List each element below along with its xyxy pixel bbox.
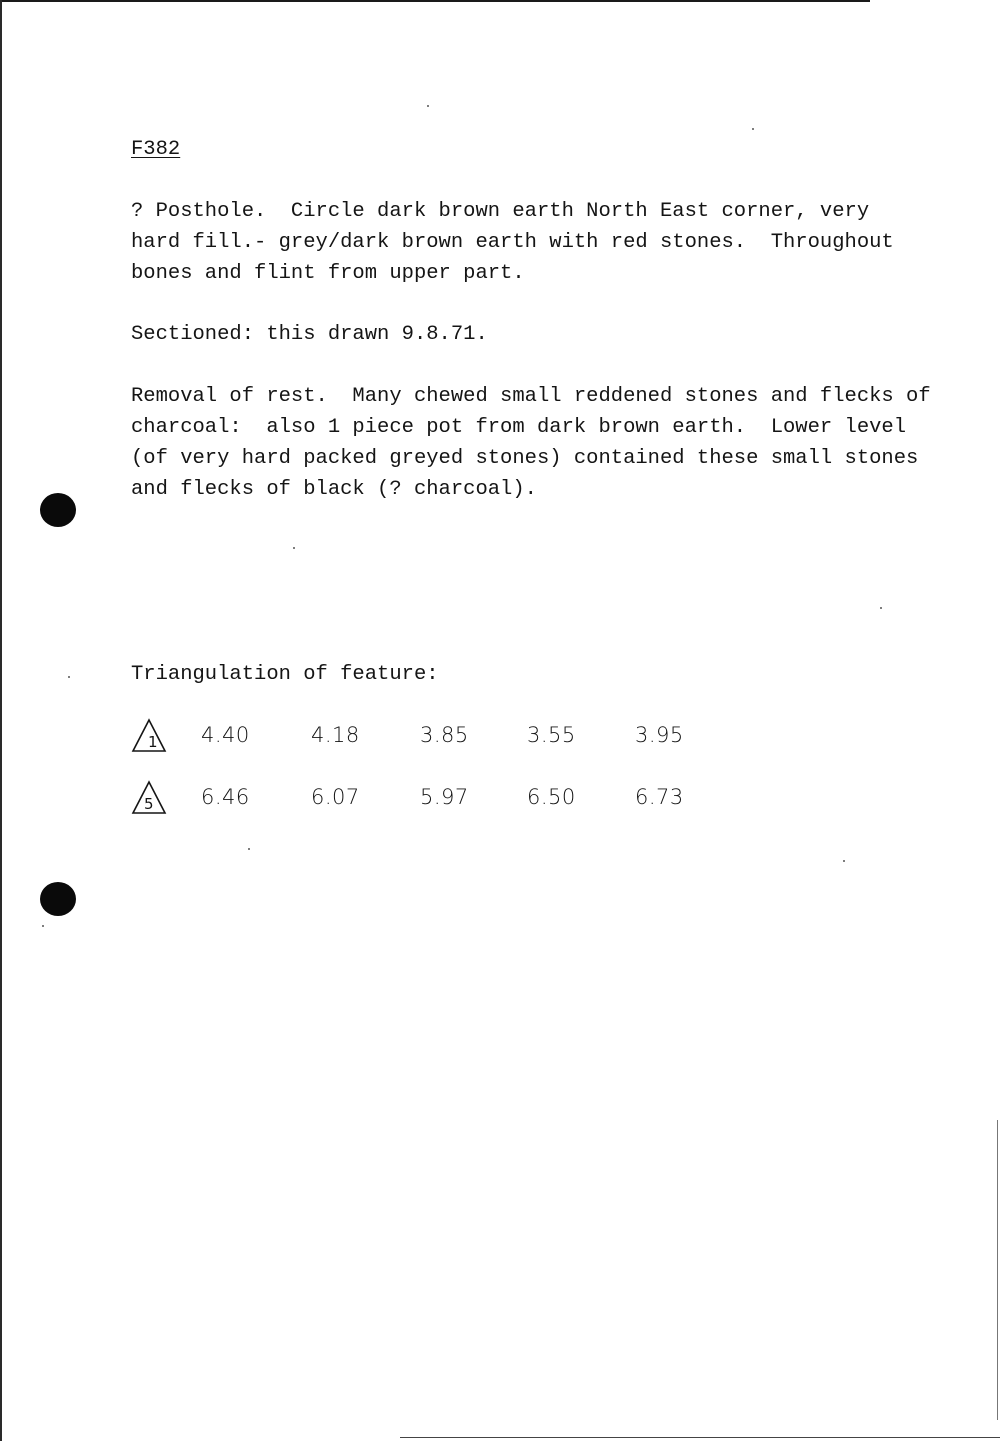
- triangulation-value: 3.55: [527, 723, 576, 747]
- punch-hole-bottom: [40, 882, 76, 916]
- removal-paragraph: Removal of rest. Many chewed small reddened stones and flecks of charcoal: also 1 piece pot from dark brown earth. Lower level (of very hard packed greyed stones) contained these small stones and flecks of black (? charcoal).: [131, 385, 931, 501]
- triangulation-value: 6.07: [311, 785, 360, 809]
- triangulation-value: 4.18: [311, 723, 360, 747]
- paper-speck: [248, 848, 250, 850]
- triangulation-value: 6.46: [201, 785, 250, 809]
- triangulation-value: 4.40: [201, 723, 250, 747]
- page-edge-bottom: [400, 1437, 1000, 1438]
- triangle-station-number: 1: [148, 733, 158, 751]
- triangulation-value: 6.50: [527, 785, 576, 809]
- page-edge-top: [0, 0, 870, 2]
- paper-speck: [68, 676, 70, 678]
- description-paragraph: ? Posthole. Circle dark brown earth North East corner, very hard fill.- grey/dark brown earth with red stones. Throughout bones and flint from upper part.: [131, 200, 894, 285]
- paper-speck: [293, 547, 295, 549]
- sectioned-paragraph: Sectioned: this drawn 9.8.71.: [131, 323, 488, 346]
- triangulation-value: 3.85: [420, 723, 469, 747]
- triangulation-label: Triangulation of feature:: [131, 663, 439, 686]
- triangulation-value: 5.97: [420, 785, 469, 809]
- triangulation-row-station-5: [131, 780, 731, 820]
- paper-speck: [42, 925, 44, 927]
- triangle-station-icon: [131, 718, 167, 754]
- feature-id-heading: F382: [131, 138, 181, 161]
- triangulation-row-station-1: [131, 718, 731, 758]
- triangulation-value: 6.73: [635, 785, 684, 809]
- paper-speck: [752, 128, 754, 130]
- page-edge-right: [997, 1120, 998, 1420]
- paper-speck: [427, 105, 429, 107]
- triangle-station-icon: [131, 780, 167, 816]
- triangle-station-number: 5: [144, 795, 154, 813]
- page-edge-left: [0, 0, 2, 1441]
- paper-speck: [880, 607, 882, 609]
- triangulation-value: 3.95: [635, 723, 684, 747]
- punch-hole-top: [40, 493, 76, 527]
- paper-speck: [843, 860, 845, 862]
